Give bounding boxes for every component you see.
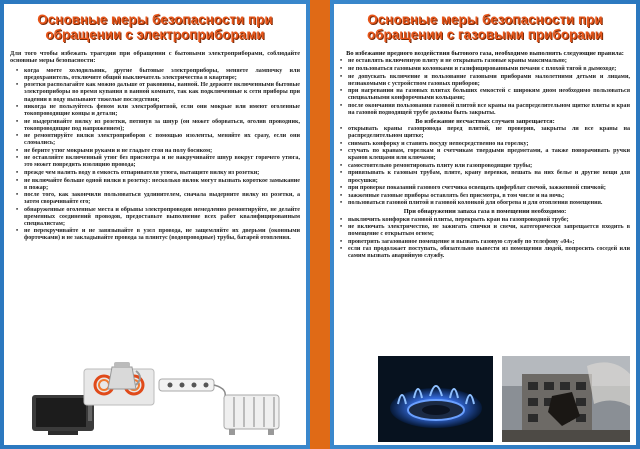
list-item: • после окончания пользования газовой плитой все краны на распределительном щитке плиты и кран на газовой подводящей трубе должны быть закрыты. — [348, 103, 630, 117]
list-item: • снимать конфорку и ставить посуду непосредственно на горелку; — [348, 141, 630, 148]
list-item: • не включать электричество, не зажигать спички и свечи, категорически запрещается входить в помещение с открытым огнем; — [348, 224, 630, 238]
list-item: • не выдергивайте вилку из розетки, потянув за шнур (он может оборваться, оголив проводник, токопроводящие под напряжением); — [24, 119, 300, 133]
list-item: • розетки располагайте как можно дальше от раковины, ванной. Не держите включенными бытовые электроприборы во время купания в ванной комнате, так как подключенные к сети приборы при падении в воду вызывают тяжелые последствия; — [24, 82, 300, 103]
electrical-panel — [4, 4, 306, 445]
list-item: • не оставлять включенную плиту и не открывать газовые краны максимально; — [348, 58, 630, 65]
gas-smell-heading: При обнаружении запаха газа в помещении необходимо: — [403, 208, 567, 216]
list-item: • не допускать включение и пользование газовыми приборами малолетними детьми и лицами, незнакомыми с устройством газовых приборов; — [348, 74, 630, 88]
list-item: • привязывать к газовым трубам, плите, крану веревки, вешать на них белье и другие вещи для просушки; — [348, 170, 630, 184]
electrical-rules-list — [10, 68, 300, 243]
gas-title: Основные меры безопасности при обращении с газовыми приборами — [366, 12, 604, 42]
gas-prohibited-heading: Во избежание несчастных случаев запрещается: — [415, 117, 555, 125]
list-item: • стучать по кранам, горелкам и счетчикам твердыми предметами, а также поворачивать ручки кранов клещами или ключами; — [348, 148, 630, 162]
list-item: • самостоятельно ремонтировать плиту или газопроводящие трубы; — [348, 163, 630, 170]
list-item: • не оставляйте включенный утюг без присмотра и не накручивайте шнур вокруг горячего утюга, это может повредить изоляцию провода; — [24, 155, 300, 169]
gas-burner-photo — [378, 356, 493, 442]
leaflet-spine — [310, 0, 330, 449]
list-item: • выключить конфорки газовой плиты, перекрыть кран на газопроводной трубе; — [348, 217, 630, 224]
list-item: • после того, как закончили пользоваться удлинителем, сначала выдерните вилку из розетки, а затем сворачивайте его; — [24, 192, 300, 206]
appliances-illustration — [24, 359, 289, 441]
gas-intro: Во избежание вредного воздействия бытового газа, необходимо выполнять следующие правила: — [346, 50, 624, 57]
list-item: • не берите утюг мокрыми руками и не гладьте стоя на полу босиком; — [24, 148, 300, 155]
gas-panel — [334, 4, 636, 445]
oil-heater-icon — [224, 395, 279, 435]
list-item: • при проверке показаний газового счетчика освещать циферблат свечой, зажженной спичкой; — [348, 185, 630, 192]
power-strip-icon — [159, 379, 225, 399]
list-item: • зажженные газовые приборы оставлять без присмотра, в том числе и на ночь; — [348, 193, 630, 200]
list-item: • не ремонтируйте вилки электроприборов с помощью изоленты, меняйте их сразу, если они сломались; — [24, 133, 300, 147]
list-item: • не включайте больше одной вилки в розетку: несколько вилок могут вызвать короткое замыкание в пожар; — [24, 178, 300, 192]
gas-rules-list — [340, 58, 630, 116]
list-item: • обнаруженные оголенные места и обрывы электропроводов немедленно ремонтируйте, не делайте временных соединений проводов, предоставьте выполнение всех работ квалифицированным специалистам; — [24, 207, 300, 228]
list-item: • если газ продолжает поступать, обязательно вывести из помещения людей, попросить соседей или самим вызвать аварийную службу. — [348, 246, 630, 260]
list-item: • когда моете холодильник, другие бытовые электроприборы, меняете лампочку или предохранитель, отключите общий выключатель электричества в квартире; — [24, 68, 300, 82]
list-item: • при нагревании на газовых плитах больших емкостей с широким дном необходимо пользоваться специальными конфорочными кольцами; — [348, 88, 630, 102]
list-item: • пользоваться газовой плитой и газовой колонкой для обогрева и для отопления помещения. — [348, 200, 630, 207]
electrical-title: Основные меры безопасности при обращении с электроприборами — [37, 12, 273, 42]
list-item: • не пользоваться газовыми колонками и газифицированными печами с плохой тягой в дымоходе; — [348, 66, 630, 73]
damaged-building-photo — [502, 356, 630, 442]
list-item: • не перекручивайте и не завязывайте в узел провода, не защемляйте их дверьми (оконными форточками) и не закладывайте провода за плинтус (водопроводные) трубы, батарей отопления. — [24, 228, 300, 242]
gas-smell-list — [340, 217, 630, 261]
list-item: • проветрить загазованное помещение и вызвать газовую службу по телефону «04»; — [348, 239, 630, 246]
list-item: • прежде чем налить воду в емкость отпаривателя утюга, вытащите вилку из розетки; — [24, 170, 300, 177]
electrical-intro: Для того чтобы избежать трагедии при обращении с бытовыми электроприборами, соблюдайте основные меры безопасности: — [10, 50, 300, 65]
list-item: • открывать краны газопровода перед плитой, не проверив, закрыты ли все краны на распределительном щитке; — [348, 126, 630, 140]
list-item: • никогда не пользуйтесь феном или электробритвой, если они мокрые или имеют оголенные токопроводящие концы и детали; — [24, 104, 300, 118]
gas-prohibited-list — [340, 126, 630, 207]
